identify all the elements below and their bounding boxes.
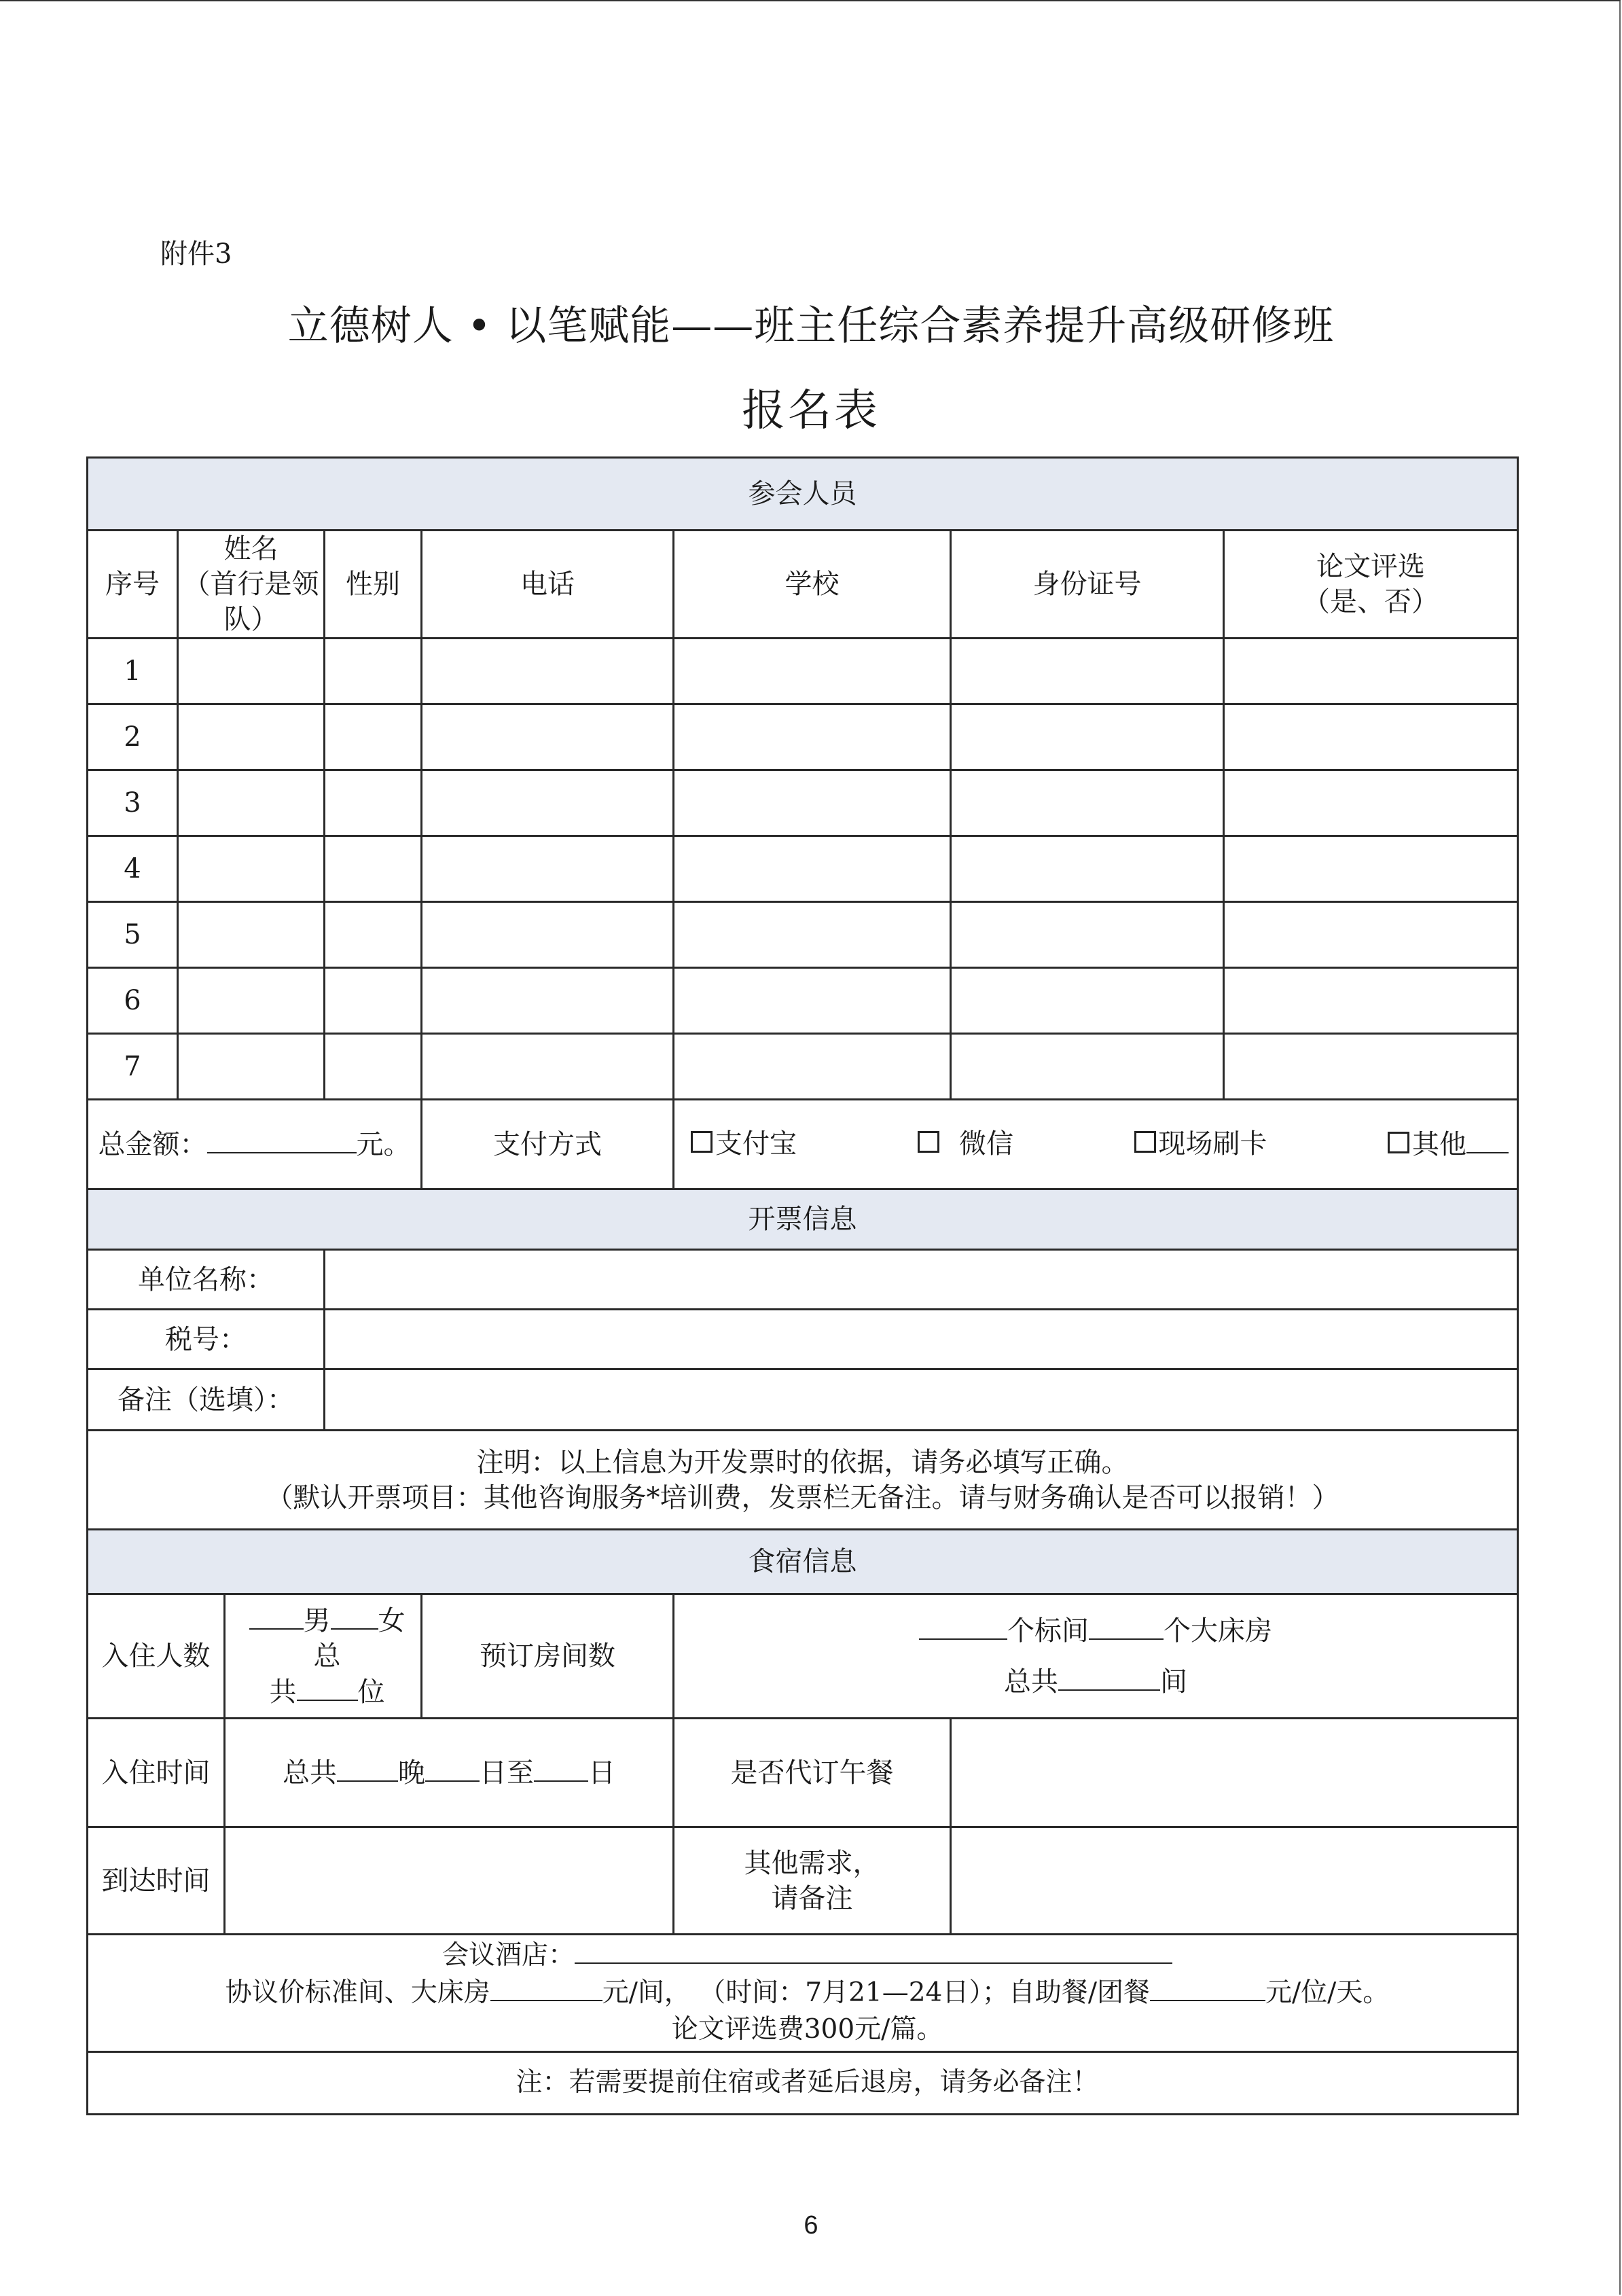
rooms-unit: 间 <box>1160 1666 1188 1698</box>
row-number: 2 <box>88 704 178 770</box>
payment-method-label: 支付方式 <box>422 1100 674 1189</box>
attachment-label: 附件3 <box>160 238 232 270</box>
page-number: 6 <box>804 2211 818 2240</box>
lunch-label: 是否代订午餐 <box>674 1719 951 1827</box>
gender-cell[interactable] <box>325 1034 422 1100</box>
gender-cell[interactable] <box>325 639 422 704</box>
male-label: 男 <box>303 1605 331 1636</box>
table-row <box>88 836 1518 902</box>
option-other-label: 其他 <box>1412 1129 1467 1160</box>
checkin-time-label: 入住时间 <box>88 1719 225 1827</box>
table-row <box>88 1034 1518 1100</box>
day-to-label: 日至 <box>480 1757 534 1789</box>
option-wechat[interactable] <box>918 1126 1013 1162</box>
paper-cell[interactable] <box>1224 704 1518 770</box>
name-cell[interactable] <box>178 836 325 902</box>
phone-cell[interactable] <box>422 968 674 1034</box>
gender-cell[interactable] <box>325 968 422 1034</box>
header-name-note: （首行是领队） <box>183 569 319 635</box>
company-name-label: 单位名称： <box>88 1250 325 1310</box>
header-name-label: 姓名 <box>223 533 278 564</box>
option-alipay[interactable] <box>691 1126 797 1162</box>
id-cell[interactable] <box>951 836 1224 902</box>
lunch-field[interactable] <box>951 1719 1518 1827</box>
persons-label: 位 <box>357 1676 385 1708</box>
paper-cell[interactable] <box>1224 639 1518 704</box>
checkbox-icon[interactable] <box>1388 1132 1409 1153</box>
table-row <box>88 968 1518 1034</box>
id-cell[interactable] <box>951 902 1224 968</box>
double-room-label: 个大床房 <box>1164 1615 1273 1647</box>
phone-cell[interactable] <box>422 902 674 968</box>
invoice-note-line1: 注明：以上信息为开发票时的依据，请务必填写正确。 <box>476 1446 1129 1478</box>
paper-fee: 论文评选费300元/篇。 <box>671 2014 943 2045</box>
phone-cell[interactable] <box>422 704 674 770</box>
gender-cell[interactable] <box>325 770 422 836</box>
end-day-blank[interactable] <box>534 1755 588 1782</box>
table-row <box>88 704 1518 770</box>
form-title: 报名表 <box>742 386 880 436</box>
invoice-note-line2: （默认开票项目：其他咨询服务*培训费，发票栏无备注。请与财务确认是否可以报销！） <box>266 1482 1339 1513</box>
invoice-note <box>88 1431 1518 1530</box>
total-amount-unit: 元。 <box>356 1129 411 1160</box>
other-needs-line2: 请备注 <box>771 1882 853 1914</box>
option-card[interactable] <box>1134 1126 1267 1162</box>
checkbox-icon[interactable] <box>691 1131 713 1153</box>
row-number: 1 <box>88 639 178 704</box>
other-needs-label <box>674 1827 951 1935</box>
day-label: 日 <box>588 1757 615 1789</box>
total-amount-label: 总金额： <box>98 1129 207 1160</box>
footnote: 注：若需要提前住宿或者延后退房，请务必备注！ <box>88 2052 1518 2115</box>
section-invoice: 开票信息 <box>88 1189 1518 1250</box>
arrival-time-label: 到达时间 <box>88 1827 225 1935</box>
header-gender: 性别 <box>325 531 422 639</box>
paper-cell[interactable] <box>1224 968 1518 1034</box>
meal-price-blank[interactable] <box>1150 1975 1265 2001</box>
table-row <box>88 770 1518 836</box>
phone-cell[interactable] <box>422 639 674 704</box>
option-card-label: 现场刷卡 <box>1158 1128 1267 1160</box>
header-phone: 电话 <box>422 531 674 639</box>
total-amount-cell <box>88 1100 422 1189</box>
name-cell[interactable] <box>178 770 325 836</box>
header-paper-label: 论文评选 <box>1316 551 1426 582</box>
checkbox-icon[interactable] <box>1134 1131 1156 1153</box>
table-row <box>88 639 1518 704</box>
school-cell[interactable] <box>674 902 951 968</box>
option-wechat-label: 微信 <box>958 1128 1013 1160</box>
gender-cell[interactable] <box>325 902 422 968</box>
other-blank[interactable] <box>1466 1126 1509 1153</box>
id-cell[interactable] <box>951 704 1224 770</box>
other-needs-line1: 其他需求， <box>744 1847 880 1879</box>
header-paper <box>1224 531 1518 639</box>
hotel-blank[interactable] <box>575 1937 1172 1964</box>
school-cell[interactable] <box>674 704 951 770</box>
row-number: 3 <box>88 770 178 836</box>
header-id-number: 身份证号 <box>951 531 1224 639</box>
header-school: 学校 <box>674 531 951 639</box>
id-cell[interactable] <box>951 770 1224 836</box>
option-alipay-label: 支付宝 <box>715 1128 797 1160</box>
rooms-total-blank[interactable] <box>1058 1664 1160 1691</box>
registration-form <box>86 456 1519 2115</box>
standard-room-blank[interactable] <box>919 1613 1007 1640</box>
checkin-time-field <box>225 1719 674 1827</box>
row-number: 6 <box>88 968 178 1034</box>
paper-cell[interactable] <box>1224 902 1518 968</box>
header-name <box>178 531 325 639</box>
option-other[interactable] <box>1388 1126 1509 1162</box>
id-cell[interactable] <box>951 968 1224 1034</box>
paper-cell[interactable] <box>1224 1034 1518 1100</box>
company-name-field[interactable] <box>325 1250 1518 1310</box>
gender-cell[interactable] <box>325 836 422 902</box>
price-suffix: 元/位/天。 <box>1265 1977 1390 2008</box>
other-needs-field[interactable] <box>951 1827 1518 1935</box>
total-persons-blank[interactable] <box>297 1674 358 1701</box>
total-prefix: 共 <box>269 1676 297 1708</box>
id-cell[interactable] <box>951 639 1224 704</box>
phone-cell[interactable] <box>422 770 674 836</box>
section-participants: 参会人员 <box>88 458 1518 531</box>
remark-field[interactable] <box>325 1369 1518 1431</box>
nights-label: 晚 <box>398 1757 425 1789</box>
name-cell[interactable] <box>178 968 325 1034</box>
id-cell[interactable] <box>951 1034 1224 1100</box>
start-day-blank[interactable] <box>425 1755 480 1782</box>
phone-cell[interactable] <box>422 836 674 902</box>
header-seq: 序号 <box>88 531 178 639</box>
school-cell[interactable] <box>674 770 951 836</box>
arrival-time-field[interactable] <box>225 1827 674 1935</box>
rooms-total-prefix: 总共 <box>1004 1666 1059 1698</box>
row-number: 5 <box>88 902 178 968</box>
price-prefix: 协议价标准间、大床房 <box>225 1977 490 2008</box>
name-cell[interactable] <box>178 1034 325 1100</box>
section-lodging: 食宿信息 <box>88 1530 1518 1594</box>
double-room-blank[interactable] <box>1089 1613 1164 1640</box>
total-amount-blank[interactable] <box>207 1126 357 1153</box>
rooms-label: 预订房间数 <box>422 1594 674 1719</box>
price-mid: 元/间， （时间：7月21—24日）；自助餐/团餐 <box>602 1977 1151 2008</box>
checkbox-icon[interactable] <box>918 1131 939 1153</box>
female-blank[interactable] <box>331 1602 378 1630</box>
header-paper-note: （是、否） <box>1303 586 1439 617</box>
rooms-field <box>674 1594 1518 1719</box>
row-number: 4 <box>88 836 178 902</box>
standard-room-label: 个标间 <box>1007 1615 1089 1647</box>
name-cell[interactable] <box>178 639 325 704</box>
school-cell[interactable] <box>674 1034 951 1100</box>
male-blank[interactable] <box>249 1602 304 1630</box>
school-cell[interactable] <box>674 836 951 902</box>
remark-label: 备注（选填）： <box>88 1369 325 1431</box>
tax-number-label: 税号： <box>88 1310 325 1369</box>
hotel-info <box>88 1935 1518 2052</box>
name-cell[interactable] <box>178 902 325 968</box>
paper-cell[interactable] <box>1224 770 1518 836</box>
phone-cell[interactable] <box>422 1034 674 1100</box>
female-label: 女 总 <box>313 1605 406 1672</box>
school-cell[interactable] <box>674 968 951 1034</box>
checkin-count-field <box>225 1594 422 1719</box>
row-number: 7 <box>88 1034 178 1100</box>
checkin-count-label: 入住人数 <box>88 1594 225 1719</box>
nights-total-prefix: 总共 <box>283 1757 337 1789</box>
table-row <box>88 902 1518 968</box>
hotel-label: 会议酒店： <box>442 1940 575 1971</box>
name-cell[interactable] <box>178 704 325 770</box>
document-title: 立德树人 • 以笔赋能——班主任综合素养提升高级研修班 <box>287 302 1335 350</box>
room-price-blank[interactable] <box>490 1975 602 2001</box>
nights-blank[interactable] <box>337 1755 398 1782</box>
paper-cell[interactable] <box>1224 836 1518 902</box>
gender-cell[interactable] <box>325 704 422 770</box>
payment-options <box>674 1100 1518 1189</box>
tax-number-field[interactable] <box>325 1310 1518 1369</box>
school-cell[interactable] <box>674 639 951 704</box>
